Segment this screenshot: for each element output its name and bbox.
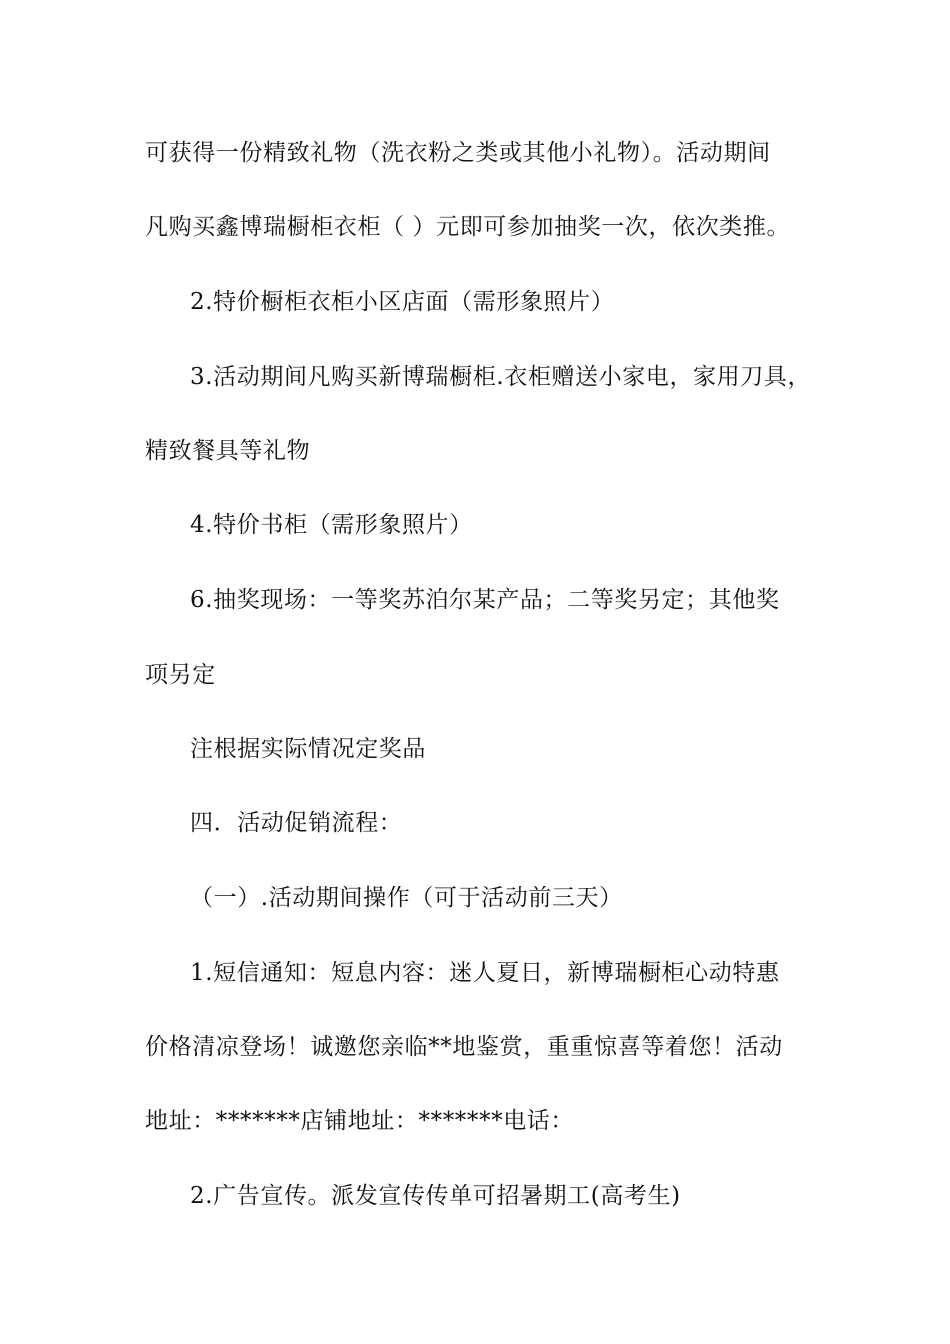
list-item-2: 2.特价橱柜衣柜小区店面（需形象照片） [190,289,615,315]
list-item-4: 4.特价书柜（需形象照片） [190,512,473,538]
list-item-2-ad: 2.广告宣传。派发宣传传单可招暑期工(高考生) [190,1183,681,1209]
paragraph-line: 价格清凉登场！诚邀您亲临**地鉴赏，重重惊喜等着您！活动 [145,1034,783,1060]
paragraph-line: 项另定 [145,662,216,688]
subsection-heading: （一）.活动期间操作（可于活动前三天） [190,885,623,911]
paragraph-line: 地址：*******店铺地址：*******电话： [145,1108,574,1134]
list-item-1: 1.短信通知：短息内容：迷人夏日，新博瑞橱柜心动特惠 [190,960,780,986]
paragraph-line: 精致餐具等礼物 [145,438,311,464]
list-item-3: 3.活动期间凡购买新博瑞橱柜.衣柜赠送小家电，家用刀具， [190,364,812,390]
list-item-6: 6.抽奖现场：一等奖苏泊尔某产品；二等奖另定；其他奖 [190,587,780,613]
paragraph-line: 凡购买鑫博瑞橱柜衣柜（ ）元即可参加抽奖一次，依次类推。 [145,214,791,240]
paragraph-line: 可获得一份精致礼物（洗衣粉之类或其他小礼物）。活动期间 [145,140,771,166]
note-line: 注根据实际情况定奖品 [190,736,426,762]
section-heading: 四．活动促销流程： [190,810,403,836]
